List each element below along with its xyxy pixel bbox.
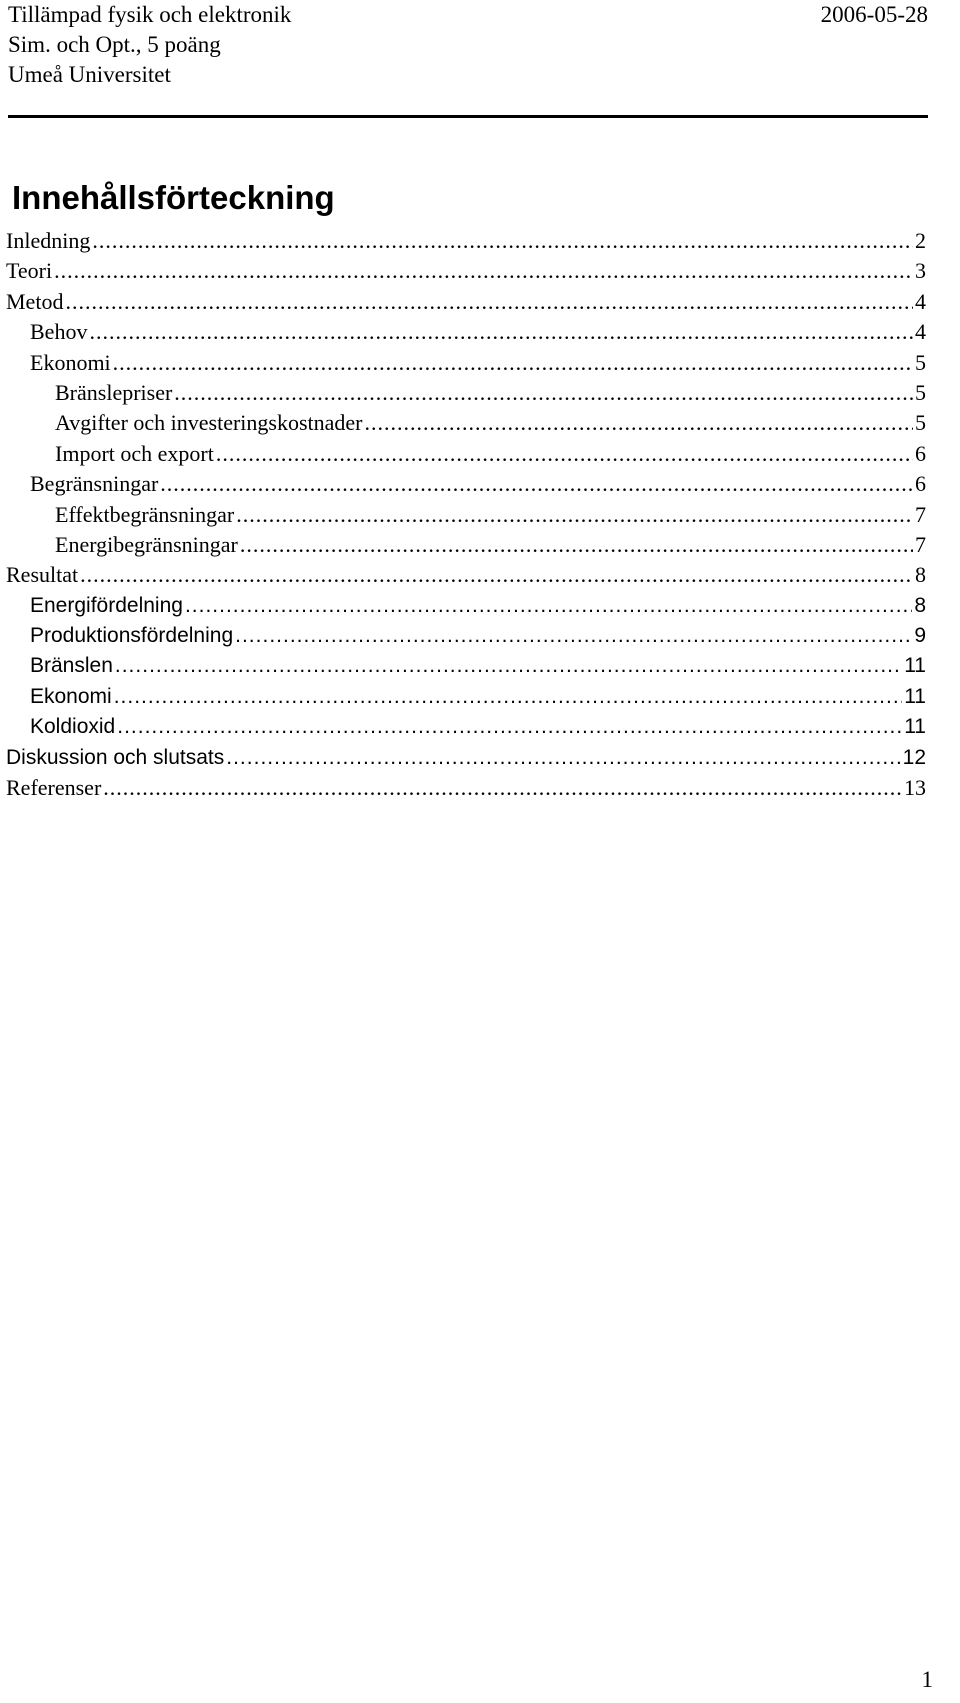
toc-entry-label: Ekonomi xyxy=(30,684,112,708)
toc-entry[interactable] xyxy=(0,378,926,408)
toc-dot-leader xyxy=(89,317,913,347)
toc-dot-leader xyxy=(115,651,902,681)
toc-entry[interactable] xyxy=(0,256,926,286)
toc-dot-leader xyxy=(54,256,913,286)
toc-entry-label: Energibegränsningar xyxy=(55,531,238,557)
toc-entry-page: 4 xyxy=(915,288,926,314)
toc-dot-leader xyxy=(92,226,913,256)
header-date: 2006-05-28 xyxy=(820,2,928,27)
toc-dot-leader xyxy=(160,469,913,499)
toc-entry-page: 11 xyxy=(904,654,926,678)
page-number: 1 xyxy=(921,1667,933,1692)
toc-entry[interactable] xyxy=(0,682,926,712)
toc-entry[interactable] xyxy=(0,560,926,590)
toc-entry-label: Avgifter och investeringskostnader xyxy=(55,410,363,436)
toc-dot-leader xyxy=(226,743,900,773)
toc-entry-page: 3 xyxy=(915,258,926,284)
toc-title: Innehållsförteckning xyxy=(12,179,335,216)
university-name: Umeå Universitet xyxy=(8,62,171,87)
header-divider xyxy=(8,115,928,118)
toc-entry-page: 12 xyxy=(902,745,926,769)
toc-entry-label: Begränsningar xyxy=(30,471,159,497)
toc-entry[interactable] xyxy=(0,651,926,681)
toc-entry-label: Referenser xyxy=(6,775,102,801)
toc-entry-page: 8 xyxy=(914,593,926,617)
toc-entry-label: Bränslen xyxy=(30,654,113,678)
toc-dot-leader xyxy=(80,560,913,590)
toc-dot-leader xyxy=(65,287,913,317)
toc-entry[interactable] xyxy=(0,591,926,621)
toc-dot-leader xyxy=(174,378,913,408)
toc-entry-page: 4 xyxy=(915,319,926,345)
toc-dot-leader xyxy=(114,682,902,712)
toc-entry-label: Produktionsfördelning xyxy=(30,624,234,648)
course-name: Tillämpad fysik och elektronik xyxy=(8,2,292,27)
toc-entry[interactable] xyxy=(0,408,926,438)
toc-entry-label: Energifördelning xyxy=(30,593,183,617)
toc-dot-leader xyxy=(236,500,913,530)
toc-entry-page: 5 xyxy=(915,410,926,436)
toc-entry[interactable] xyxy=(0,469,926,499)
toc-entry-label: Import och export xyxy=(55,440,214,466)
toc-entry-page: 5 xyxy=(915,379,926,405)
toc-entry-label: Metod xyxy=(6,288,64,314)
toc-dot-leader xyxy=(185,591,912,621)
toc-entry-label: Effektbegränsningar xyxy=(55,501,235,527)
toc-entry-label: Koldioxid xyxy=(30,715,116,739)
toc-entry[interactable] xyxy=(0,226,926,256)
table-of-contents xyxy=(0,226,926,803)
toc-entry-page: 7 xyxy=(915,501,926,527)
toc-entry-page: 9 xyxy=(914,624,926,648)
toc-entry[interactable] xyxy=(0,530,926,560)
toc-entry[interactable] xyxy=(0,712,926,742)
toc-entry-page: 6 xyxy=(915,440,926,466)
toc-entry[interactable] xyxy=(0,348,926,378)
toc-dot-leader xyxy=(365,408,913,438)
toc-entry-label: Diskussion och slutsats xyxy=(6,745,225,769)
toc-entry[interactable] xyxy=(0,743,926,773)
toc-dot-leader xyxy=(235,621,912,651)
toc-entry-label: Bränslepriser xyxy=(55,379,173,405)
toc-entry-page: 8 xyxy=(915,562,926,588)
toc-entry[interactable] xyxy=(0,287,926,317)
toc-entry[interactable] xyxy=(0,773,926,803)
module-name: Sim. och Opt., 5 poäng xyxy=(8,32,221,57)
toc-entry-label: Inledning xyxy=(6,228,91,253)
toc-dot-leader xyxy=(240,530,913,560)
toc-entry-page: 11 xyxy=(904,715,926,739)
toc-entry[interactable] xyxy=(0,621,926,651)
page-header xyxy=(8,0,928,118)
toc-dot-leader xyxy=(103,773,902,803)
toc-entry-page: 6 xyxy=(915,471,926,497)
toc-entry[interactable] xyxy=(0,439,926,469)
toc-entry-page: 2 xyxy=(915,228,926,253)
toc-entry[interactable] xyxy=(0,317,926,347)
toc-entry-page: 7 xyxy=(915,531,926,557)
toc-dot-leader xyxy=(216,439,913,469)
toc-entry-page: 11 xyxy=(904,684,926,708)
toc-entry-label: Behov xyxy=(30,319,88,345)
toc-entry-page: 5 xyxy=(915,349,926,375)
toc-entry-page: 13 xyxy=(904,775,926,801)
toc-entry[interactable] xyxy=(0,500,926,530)
toc-entry-label: Teori xyxy=(6,258,53,284)
toc-dot-leader xyxy=(117,712,902,742)
toc-entry-label: Resultat xyxy=(6,562,79,588)
toc-dot-leader xyxy=(113,348,913,378)
toc-entry-label: Ekonomi xyxy=(30,349,111,375)
